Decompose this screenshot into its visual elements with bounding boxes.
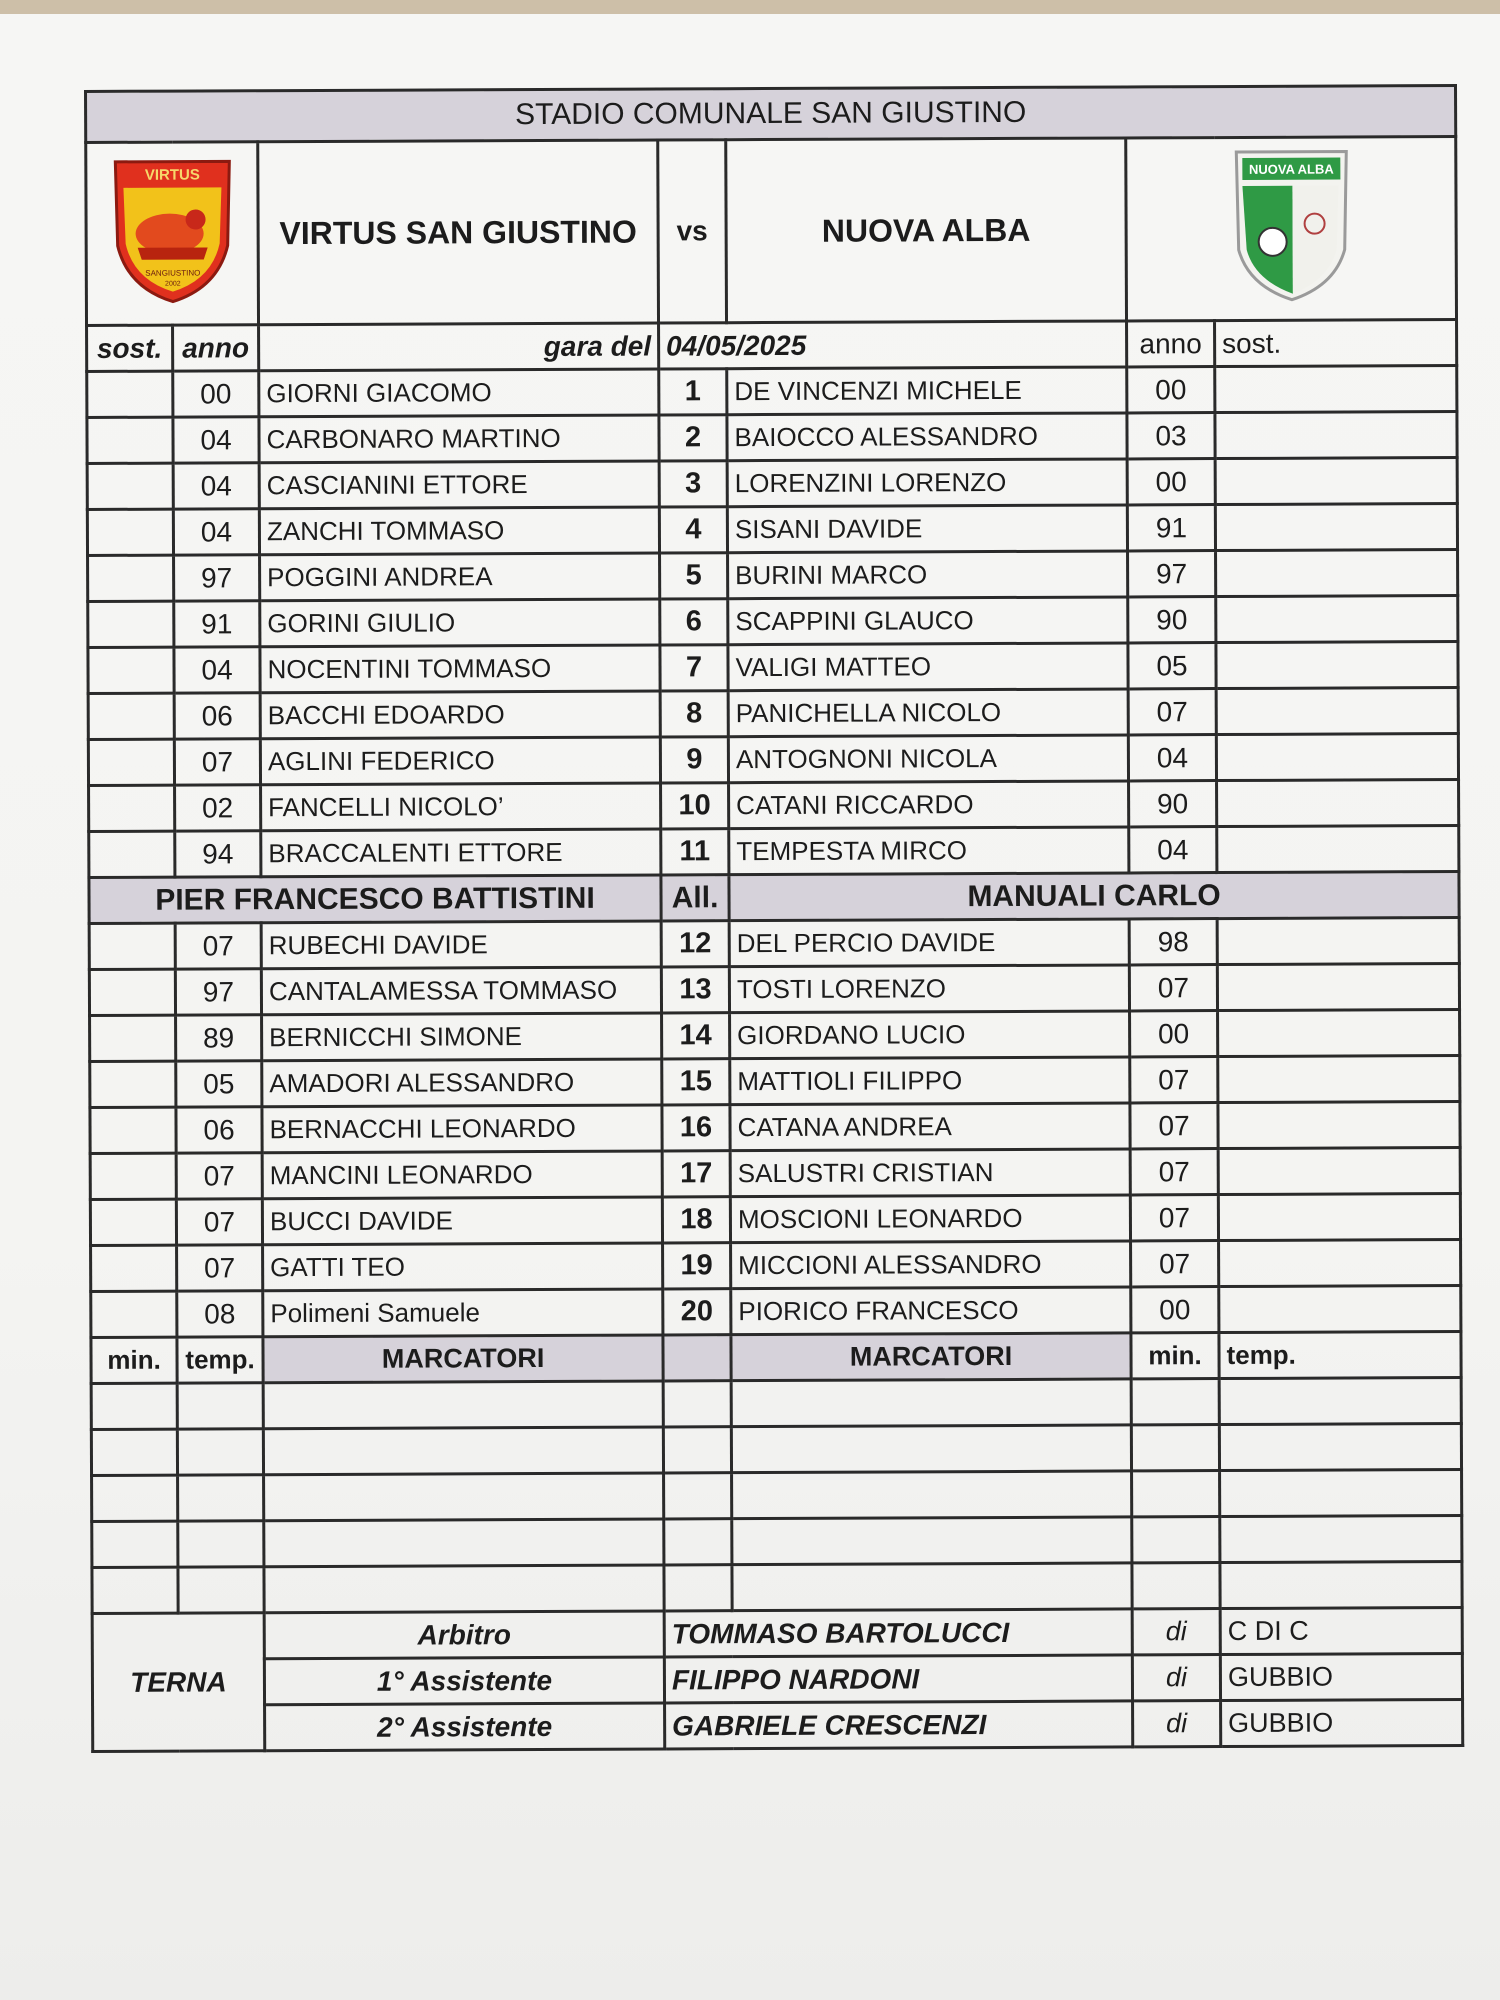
- away-sost-header: sost.: [1215, 320, 1457, 367]
- scorer-blank-cell: [1132, 1471, 1220, 1517]
- assistant2-from: GUBBIO: [1221, 1700, 1463, 1747]
- away-player-name: ANTOGNONI NICOLA: [728, 735, 1128, 783]
- away-sost-cell: [1217, 964, 1459, 1011]
- away-sost-cell: [1219, 1286, 1461, 1333]
- away-coach: MANUALI CARLO: [729, 872, 1459, 921]
- starter-row: [87, 366, 1457, 418]
- scorer-blank-cell: [264, 1473, 664, 1521]
- shirt-number: 8: [660, 691, 728, 737]
- scorer-blank-cell: [731, 1425, 1131, 1473]
- away-player-year: 07: [1130, 1149, 1218, 1195]
- scorer-blank-cell: [732, 1563, 1132, 1611]
- away-player-name: BAIOCCO ALESSANDRO: [727, 413, 1127, 461]
- home-player-name: ZANCHI TOMMASO: [259, 507, 659, 555]
- away-player-year: 00: [1130, 1011, 1218, 1057]
- home-sost-cell: [90, 1061, 176, 1107]
- substitute-row: [89, 918, 1459, 970]
- away-sost-cell: [1218, 1148, 1460, 1195]
- stadium-title: STADIO COMUNALE SAN GIUSTINO: [86, 86, 1456, 143]
- away-sost-cell: [1216, 550, 1458, 597]
- home-player-name: RUBECHI DAVIDE: [261, 921, 661, 969]
- home-player-name: MANCINI LEONARDO: [262, 1151, 662, 1199]
- substitute-row: [90, 1056, 1460, 1108]
- home-player-name: BERNICCHI SIMONE: [262, 1013, 662, 1061]
- home-sost-cell: [87, 417, 173, 463]
- scorers-divider: [663, 1335, 731, 1381]
- home-player-year: 07: [176, 1153, 262, 1199]
- home-player-name: BUCCI DAVIDE: [262, 1197, 662, 1245]
- away-player-year: 98: [1129, 919, 1217, 965]
- away-sost-cell: [1217, 826, 1459, 873]
- away-player-year: 07: [1128, 689, 1216, 735]
- starter-row: [89, 826, 1459, 878]
- scorer-blank-cell: [91, 1429, 177, 1475]
- scorer-blank-cell: [91, 1383, 177, 1429]
- substitute-row: [90, 1194, 1460, 1246]
- home-sost-cell: [88, 555, 174, 601]
- shirt-number: 10: [661, 783, 729, 829]
- away-player-name: DE VINCENZI MICHELE: [727, 367, 1127, 415]
- home-player-name: FANCELLI NICOLO’: [261, 783, 661, 831]
- home-logo-cell: [86, 142, 259, 326]
- away-player-year: 07: [1130, 1057, 1218, 1103]
- shirt-number: 16: [662, 1105, 730, 1151]
- home-temp-header: temp.: [177, 1337, 263, 1383]
- substitute-row: [91, 1240, 1461, 1292]
- scorer-blank-cell: [1131, 1425, 1219, 1471]
- away-temp-header: temp.: [1219, 1332, 1461, 1379]
- scorer-blank-cell: [1220, 1516, 1462, 1563]
- away-sost-cell: [1215, 458, 1457, 505]
- assistant1-name: FILIPPO NARDONI: [664, 1655, 1132, 1703]
- home-team-logo: [107, 155, 238, 306]
- home-player-year: 06: [176, 1107, 262, 1153]
- scorer-blank-cell: [1219, 1424, 1461, 1471]
- home-player-year: 06: [174, 693, 260, 739]
- scorer-blank-cell: [664, 1565, 732, 1611]
- home-anno-header: anno: [173, 325, 259, 371]
- vs-label: vs: [658, 140, 727, 323]
- shirt-number: 2: [659, 415, 727, 461]
- home-player-year: 07: [176, 1199, 262, 1245]
- home-sost-cell: [89, 831, 175, 877]
- scorer-blank-cell: [92, 1567, 178, 1613]
- away-sost-cell: [1215, 412, 1457, 459]
- away-player-name: SISANI DAVIDE: [727, 505, 1127, 553]
- home-sost-cell: [88, 693, 174, 739]
- terna-row-2: [92, 1654, 1462, 1706]
- home-player-year: 89: [176, 1015, 262, 1061]
- scorer-blank-cell: [264, 1565, 664, 1613]
- scorer-blank-row: [91, 1378, 1461, 1430]
- assistant1-di: di: [1132, 1655, 1220, 1701]
- away-player-name: DEL PERCIO DAVIDE: [729, 919, 1129, 967]
- scorer-blank-cell: [92, 1475, 178, 1521]
- coaches-row: [89, 872, 1459, 924]
- away-player-year: 07: [1129, 965, 1217, 1011]
- home-player-name: GORINI GIULIO: [260, 599, 660, 647]
- home-player-year: 97: [175, 969, 261, 1015]
- match-date: 04/05/2025: [659, 321, 1127, 369]
- referee-di: di: [1132, 1609, 1220, 1655]
- home-player-year: 94: [175, 831, 261, 877]
- away-player-name: MICCIONI ALESSANDRO: [731, 1241, 1131, 1289]
- home-player-year: 04: [173, 509, 259, 555]
- away-player-year: 91: [1127, 505, 1215, 551]
- home-player-name: BRACCALENTI ETTORE: [261, 829, 661, 877]
- home-player-year: 04: [173, 463, 259, 509]
- shirt-number: 19: [663, 1243, 731, 1289]
- away-sost-cell: [1216, 688, 1458, 735]
- shirt-number: 20: [663, 1289, 731, 1335]
- shirt-number: 14: [662, 1013, 730, 1059]
- home-sost-cell: [87, 463, 173, 509]
- shirt-number: 13: [661, 967, 729, 1013]
- terna-row-3: [93, 1700, 1463, 1752]
- assistant2-role: 2° Assistente: [265, 1703, 665, 1751]
- home-player-year: 08: [177, 1291, 263, 1337]
- home-player-name: AMADORI ALESSANDRO: [262, 1059, 662, 1107]
- away-player-year: 00: [1131, 1287, 1219, 1333]
- away-sost-cell: [1216, 734, 1458, 781]
- home-logo-word: VIRTUS: [144, 165, 200, 184]
- away-sost-cell: [1218, 1194, 1460, 1241]
- home-player-year: 05: [176, 1061, 262, 1107]
- starter-row: [87, 412, 1457, 464]
- shirt-number: 9: [660, 737, 728, 783]
- scorer-blank-cell: [1132, 1563, 1220, 1609]
- scorer-blank-cell: [263, 1381, 663, 1429]
- away-player-name: MATTIOLI FILIPPO: [730, 1057, 1130, 1105]
- home-logo-year: 2002: [164, 280, 181, 288]
- assistant1-role: 1° Assistente: [264, 1657, 664, 1705]
- terna-title: TERNA: [92, 1613, 265, 1752]
- home-sost-cell: [90, 1107, 176, 1153]
- away-sost-cell: [1217, 918, 1459, 965]
- away-logo-word: NUOVA ALBA: [1248, 161, 1334, 177]
- away-logo-cell: [1126, 137, 1457, 321]
- away-player-year: 97: [1128, 551, 1216, 597]
- away-sost-cell: [1215, 366, 1457, 413]
- scorer-blank-cell: [664, 1519, 732, 1565]
- referee-role: Arbitro: [264, 1611, 664, 1659]
- stadium-row: [86, 86, 1456, 143]
- scorer-blank-cell: [663, 1381, 731, 1427]
- date-label: gara del: [259, 323, 659, 371]
- home-team-name: VIRTUS SAN GIUSTINO: [258, 140, 659, 325]
- scorer-blank-cell: [178, 1521, 264, 1567]
- away-sost-cell: [1219, 1240, 1461, 1287]
- away-player-name: PIORICO FRANCESCO: [731, 1287, 1131, 1335]
- home-sost-cell: [90, 1199, 176, 1245]
- home-sost-cell: [90, 1153, 176, 1199]
- substitute-row: [90, 1102, 1460, 1154]
- home-sost-cell: [90, 1015, 176, 1061]
- away-player-year: 07: [1130, 1195, 1218, 1241]
- home-player-year: 02: [175, 785, 261, 831]
- home-sost-cell: [87, 509, 173, 555]
- coach-label: All.: [661, 875, 729, 921]
- shirt-number: 15: [662, 1059, 730, 1105]
- away-player-name: LORENZINI LORENZO: [727, 459, 1127, 507]
- substitute-row: [90, 1010, 1460, 1062]
- home-player-year: 07: [174, 739, 260, 785]
- away-player-name: VALIGI MATTEO: [728, 643, 1128, 691]
- starter-row: [88, 550, 1458, 602]
- substitute-row: [91, 1286, 1461, 1338]
- scorer-blank-row: [92, 1562, 1462, 1614]
- home-player-name: AGLINI FEDERICO: [260, 737, 660, 785]
- home-player-year: 91: [174, 601, 260, 647]
- shirt-number: 4: [659, 507, 727, 553]
- teams-row: [86, 137, 1457, 326]
- scorer-blank-row: [91, 1424, 1461, 1476]
- scorer-blank-cell: [178, 1475, 264, 1521]
- scorer-blank-cell: [663, 1427, 731, 1473]
- scorer-blank-cell: [178, 1567, 264, 1613]
- home-sost-cell: [89, 923, 175, 969]
- home-player-name: Polimeni Samuele: [263, 1289, 663, 1337]
- shirt-number: 5: [660, 553, 728, 599]
- starter-row: [88, 688, 1458, 740]
- away-sost-cell: [1218, 1010, 1460, 1057]
- shirt-number: 6: [660, 599, 728, 645]
- away-player-year: 00: [1127, 367, 1215, 413]
- starter-row: [88, 642, 1458, 694]
- shirt-number: 3: [659, 461, 727, 507]
- home-player-name: CARBONARO MARTINO: [259, 415, 659, 463]
- home-player-year: 07: [177, 1245, 263, 1291]
- home-player-year: 00: [173, 371, 259, 417]
- away-sost-cell: [1216, 642, 1458, 689]
- substitutes-section: [89, 918, 1461, 1338]
- starters-section: [87, 366, 1459, 878]
- shirt-number: 1: [659, 369, 727, 415]
- shirt-number: 11: [661, 829, 729, 875]
- away-scorers-header: MARCATORI: [731, 1333, 1131, 1381]
- home-player-name: BERNACCHI LEONARDO: [262, 1105, 662, 1153]
- assistant1-from: GUBBIO: [1220, 1654, 1462, 1701]
- starter-row: [89, 780, 1459, 832]
- away-player-name: SCAPPINI GLAUCO: [728, 597, 1128, 645]
- scorer-blank-cell: [1220, 1470, 1462, 1517]
- home-sost-cell: [91, 1245, 177, 1291]
- away-sost-cell: [1217, 780, 1459, 827]
- scorer-blank-cell: [1219, 1378, 1461, 1425]
- scorer-blank-cell: [177, 1383, 263, 1429]
- away-player-year: 07: [1130, 1103, 1218, 1149]
- away-min-header: min.: [1131, 1333, 1219, 1379]
- starter-row: [87, 458, 1457, 510]
- home-sost-cell: [89, 969, 175, 1015]
- away-sost-cell: [1215, 504, 1457, 551]
- away-player-year: 90: [1129, 781, 1217, 827]
- away-anno-header: anno: [1127, 321, 1215, 367]
- scorer-blank-row: [92, 1470, 1462, 1522]
- substitute-row: [90, 1148, 1460, 1200]
- home-sost-header: sost.: [87, 325, 173, 371]
- away-sost-cell: [1218, 1102, 1460, 1149]
- away-player-year: 03: [1127, 413, 1215, 459]
- substitute-row: [89, 964, 1459, 1016]
- home-sost-cell: [88, 647, 174, 693]
- assistant2-name: GABRIELE CRESCENZI: [665, 1701, 1133, 1749]
- shirt-number: 18: [662, 1197, 730, 1243]
- home-player-year: 97: [174, 555, 260, 601]
- home-logo-town: SANGIUSTINO: [144, 267, 200, 278]
- home-player-name: GIORNI GIACOMO: [259, 369, 659, 417]
- home-scorers-header: MARCATORI: [263, 1335, 663, 1383]
- away-player-year: 04: [1129, 827, 1217, 873]
- away-sost-cell: [1216, 596, 1458, 643]
- away-player-name: BURINI MARCO: [728, 551, 1128, 599]
- home-player-name: BACCHI EDOARDO: [260, 691, 660, 739]
- away-sost-cell: [1218, 1056, 1460, 1103]
- terna-row-1: [92, 1608, 1462, 1660]
- away-player-name: CATANA ANDREA: [730, 1103, 1130, 1151]
- away-player-name: PANICHELLA NICOLO: [728, 689, 1128, 737]
- away-player-name: GIORDANO LUCIO: [730, 1011, 1130, 1059]
- scorer-blank-row: [92, 1516, 1462, 1568]
- home-player-name: GATTI TEO: [263, 1243, 663, 1291]
- scorers-header-row: [91, 1332, 1461, 1384]
- scorer-blank-cell: [263, 1427, 663, 1475]
- home-player-name: NOCENTINI TOMMASO: [260, 645, 660, 693]
- shirt-number: 12: [661, 921, 729, 967]
- home-sost-cell: [88, 601, 174, 647]
- scorer-blank-cell: [732, 1471, 1132, 1519]
- scorer-blank-cell: [664, 1473, 732, 1519]
- starter-row: [87, 504, 1457, 556]
- home-sost-cell: [87, 371, 173, 417]
- starter-row: [88, 596, 1458, 648]
- away-player-name: TEMPESTA MIRCO: [729, 827, 1129, 875]
- referee-from: C DI C: [1220, 1608, 1462, 1655]
- away-player-year: 00: [1127, 459, 1215, 505]
- scorers-blank-rows: [91, 1378, 1462, 1614]
- home-sost-cell: [88, 739, 174, 785]
- scorer-blank-cell: [177, 1429, 263, 1475]
- scorer-blank-cell: [1220, 1562, 1462, 1609]
- away-player-year: 07: [1131, 1241, 1219, 1287]
- away-player-name: TOSTI LORENZO: [729, 965, 1129, 1013]
- away-player-name: MOSCIONI LEONARDO: [730, 1195, 1130, 1243]
- home-coach: PIER FRANCESCO BATTISTINI: [89, 875, 661, 923]
- home-sost-cell: [89, 785, 175, 831]
- away-team-name: NUOVA ALBA: [726, 138, 1127, 323]
- home-sost-cell: [91, 1291, 177, 1337]
- home-min-header: min.: [91, 1337, 177, 1383]
- away-player-name: SALUSTRI CRISTIAN: [730, 1149, 1130, 1197]
- shirt-number: 7: [660, 645, 728, 691]
- scorer-blank-cell: [1131, 1379, 1219, 1425]
- match-sheet-table: [84, 84, 1464, 1753]
- scorer-blank-cell: [92, 1521, 178, 1567]
- home-player-name: POGGINI ANDREA: [260, 553, 660, 601]
- away-player-year: 05: [1128, 643, 1216, 689]
- column-header-row: [87, 320, 1457, 372]
- scorer-blank-cell: [264, 1519, 664, 1567]
- away-player-year: 04: [1128, 735, 1216, 781]
- home-player-year: 04: [174, 647, 260, 693]
- away-player-name: CATANI RICCARDO: [729, 781, 1129, 829]
- home-player-year: 07: [175, 923, 261, 969]
- paper-sheet: [0, 14, 1500, 2000]
- shirt-number: 17: [662, 1151, 730, 1197]
- referee-name: TOMMASO BARTOLUCCI: [664, 1609, 1132, 1657]
- scorer-blank-cell: [1132, 1517, 1220, 1563]
- away-team-logo: [1226, 145, 1357, 306]
- home-player-name: CANTALAMESSA TOMMASO: [261, 967, 661, 1015]
- scorer-blank-cell: [732, 1517, 1132, 1565]
- assistant2-di: di: [1133, 1701, 1221, 1747]
- starter-row: [88, 734, 1458, 786]
- home-player-name: CASCIANINI ETTORE: [259, 461, 659, 509]
- away-player-year: 90: [1128, 597, 1216, 643]
- scorer-blank-cell: [731, 1379, 1131, 1427]
- home-player-year: 04: [173, 417, 259, 463]
